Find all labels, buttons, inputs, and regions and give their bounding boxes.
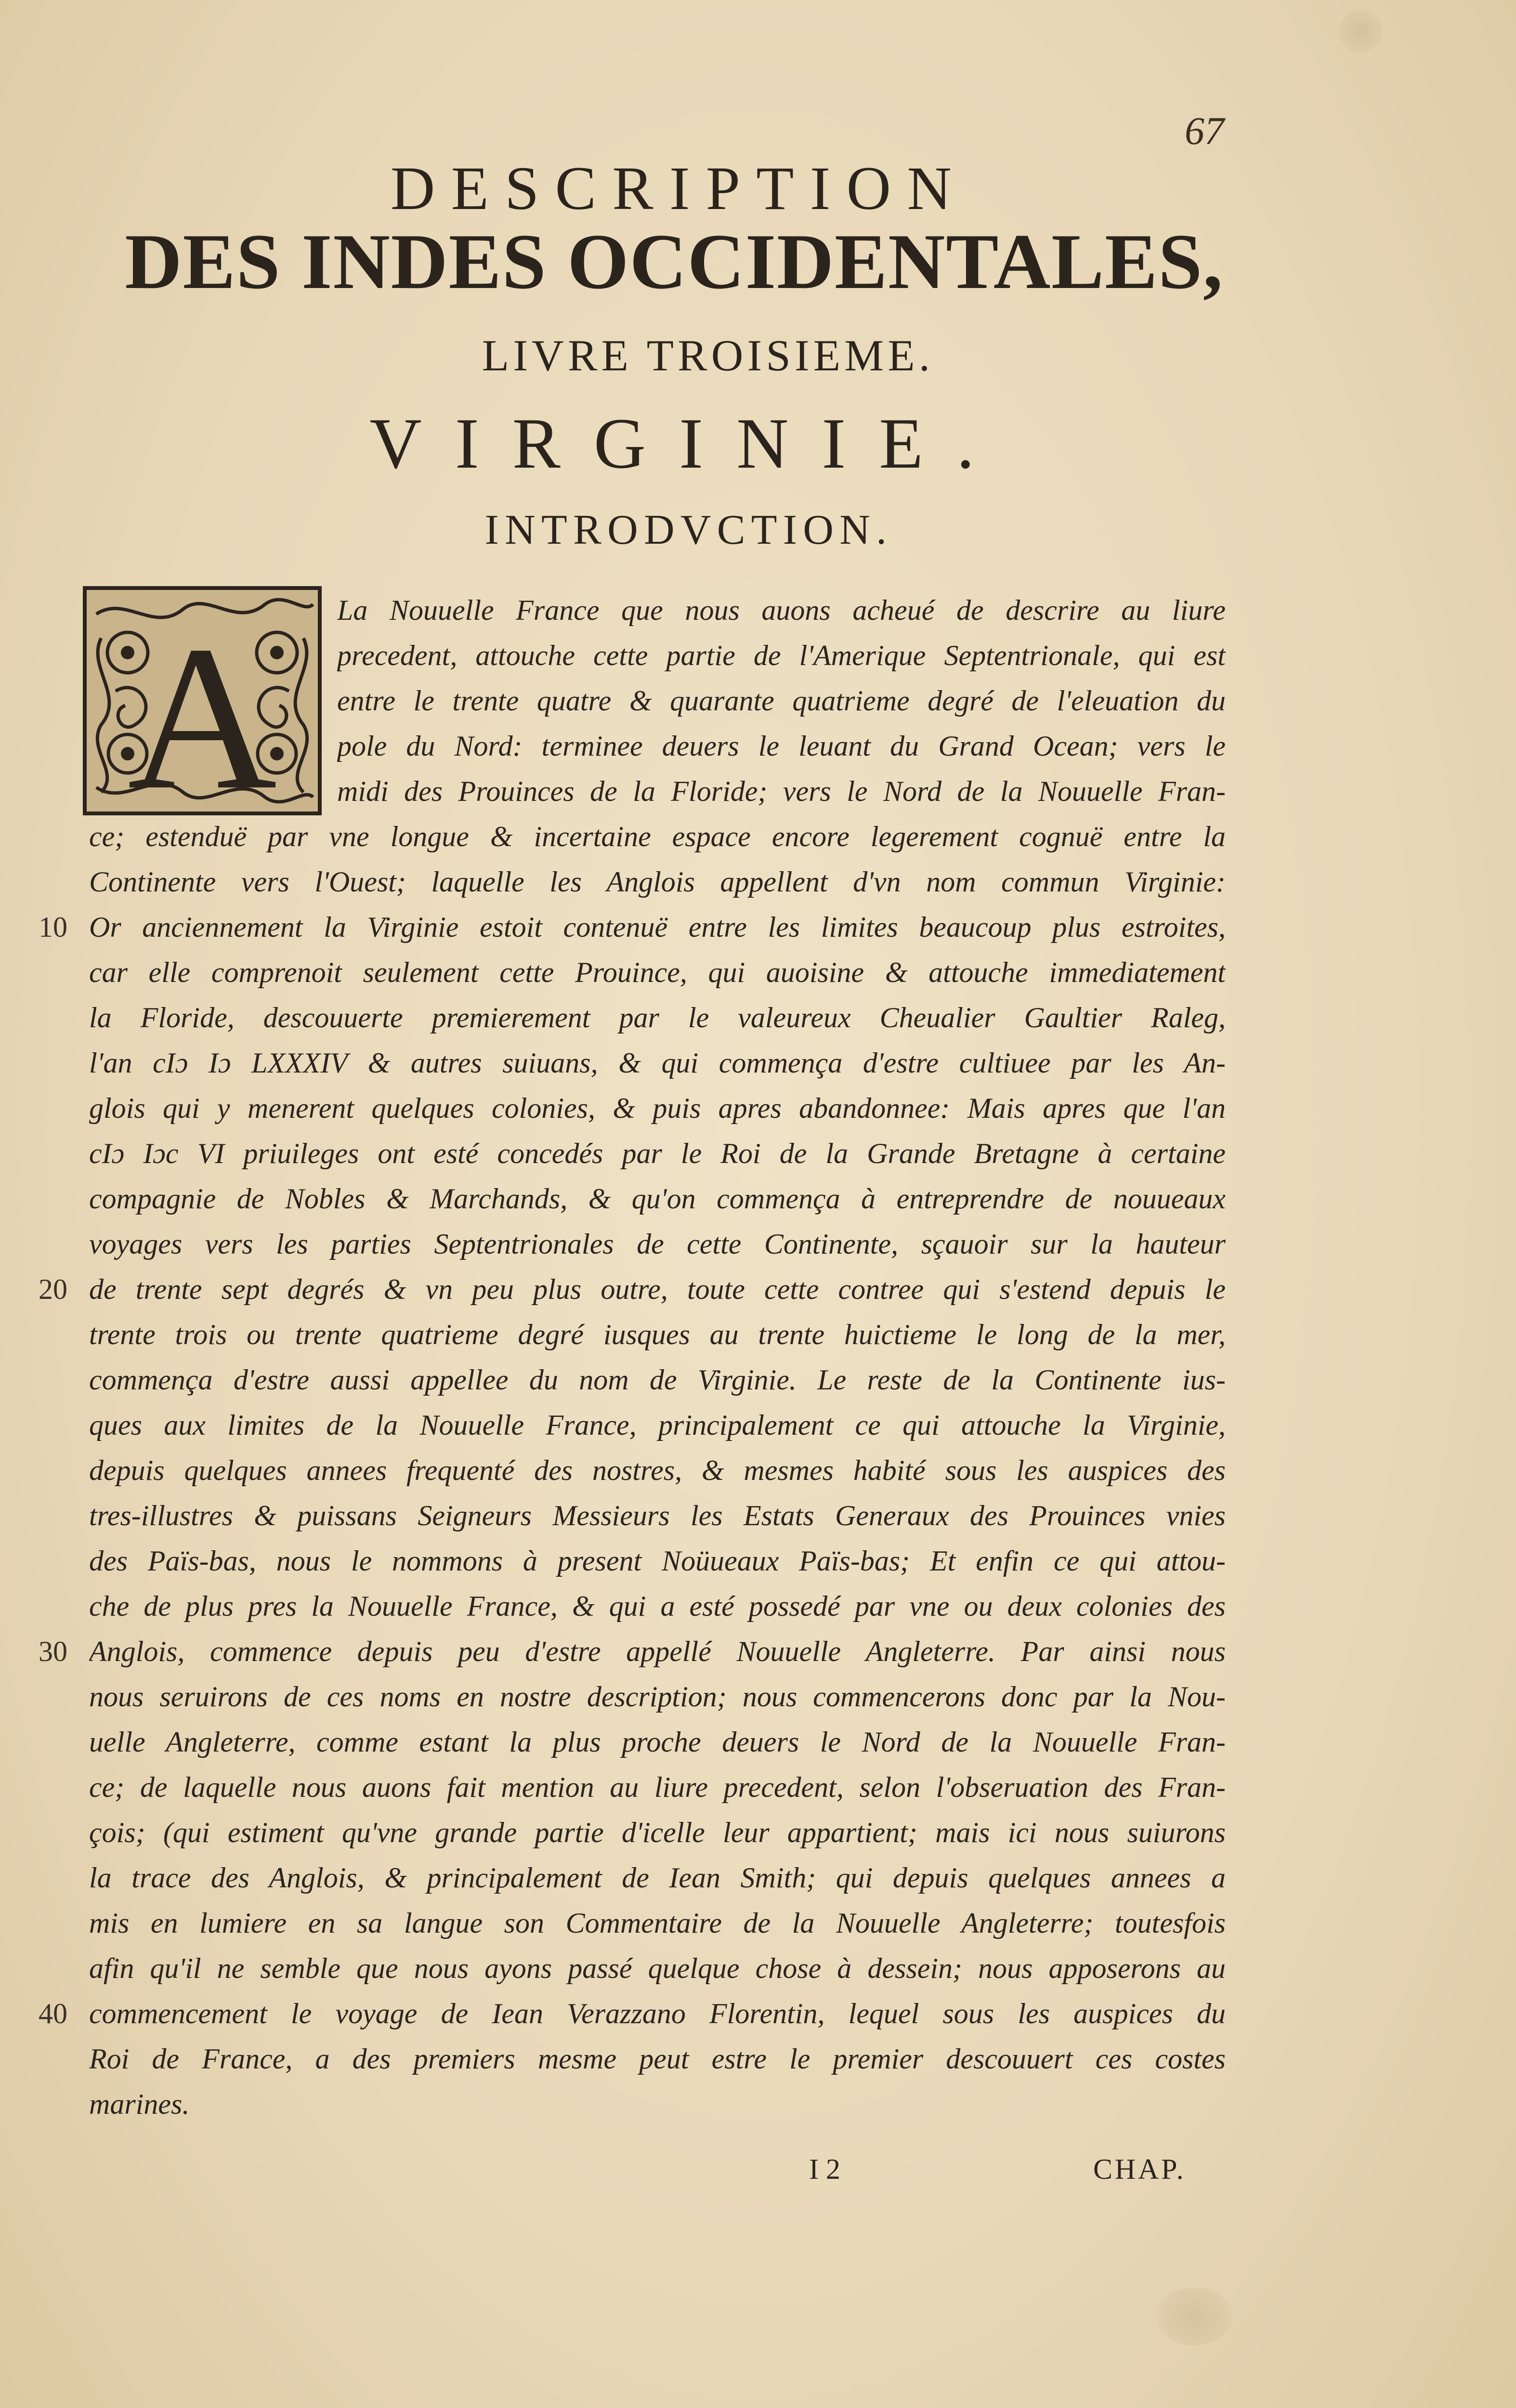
text-line: Or anciennement la Virginie estoit contenuë entre les limites beaucoup plus estroites,	[89, 911, 1226, 943]
heading-virginie: VIRGINIE.	[369, 404, 1008, 484]
line-number: 40	[39, 1998, 67, 2029]
drop-cap-ornament	[82, 585, 323, 816]
text-line: nous seruirons de ces noms en nostre description; nous commencerons donc par la Nou-	[89, 1681, 1226, 1713]
text-line: Anglois, commence depuis peu d'estre appellé Nouuelle Angleterre. Par ainsi nous	[89, 1636, 1226, 1667]
line-number: 20	[39, 1273, 67, 1305]
text-line: voyages vers les parties Septentrionales de cette Continente, sçauoir sur la hauteur	[89, 1228, 1226, 1260]
text-line: çois; (qui estiment qu'vne grande partie d'icelle leur appartient; mais ici nous suiurons	[89, 1817, 1226, 1848]
text-line: Continente vers l'Ouest; laquelle les Anglois appellent d'vn nom commun Virginie:	[89, 866, 1226, 898]
heading-introduction: INTRODVCTION.	[484, 507, 893, 553]
text-line: commença d'estre aussi appellee du nom de Virginie. Le reste de la Continente ius-	[89, 1364, 1226, 1396]
text-line: ce; de laquelle nous auons fait mention au liure precedent, selon l'obseruation des Fran-	[89, 1771, 1226, 1803]
text-line: l'an cIɔ Iɔ LXXXIV & autres suiuans, & qui commença d'estre cultiuee par les An-	[89, 1047, 1226, 1079]
text-line: trente trois ou trente quatrieme degré iusques au trente huictieme le long de la mer,	[89, 1319, 1226, 1350]
text-line: entre le trente quatre & quarante quatrieme degré de l'eleuation du	[337, 685, 1226, 717]
text-line: car elle comprenoit seulement cette Prouince, qui auoisine & attouche immediatement	[89, 956, 1226, 988]
signature-mark: I 2	[809, 2153, 840, 2185]
text-line: glois qui y menerent quelques colonies, & puis apres abandonnee: Mais apres que l'an	[89, 1092, 1226, 1124]
paper-stain	[1339, 10, 1382, 53]
text-line: la Floride, descouuerte premierement par le valeureux Cheualier Gaultier Raleg,	[89, 1002, 1226, 1034]
text-line: midi des Prouinces de la Floride; vers le Nord de la Nouuelle Fran-	[337, 775, 1226, 807]
catchword: CHAP.	[1093, 2153, 1186, 2185]
page-number: 67	[1185, 109, 1224, 153]
text-line: afin qu'il ne semble que nous ayons passé quelque chose à dessein; nous apposerons au	[89, 1952, 1226, 1984]
heading-des-indes: DES INDES OCCIDENTALES,	[125, 218, 1224, 305]
text-line: ce; estenduë par vne longue & incertaine espace encore legerement cognuë entre la	[89, 821, 1226, 852]
text-line: Roi de France, a des premiers mesme peut estre le premier descouuert ces costes	[89, 2043, 1226, 2075]
text-line: la trace des Anglois, & principalement de Iean Smith; qui depuis quelques annees a	[89, 1862, 1226, 1894]
text-line: mis en lumiere en sa langue son Commentaire de la Nouuelle Angleterre; toutesfois	[89, 1907, 1226, 1939]
heading-livre: LIVRE TROISIEME.	[482, 331, 934, 380]
text-line: compagnie de Nobles & Marchands, & qu'on commença à entreprendre de nouueaux	[89, 1183, 1226, 1215]
text-line: de trente sept degrés & vn peu plus outre, toute cette contree qui s'estend depuis le	[89, 1273, 1226, 1305]
heading-description: DESCRIPTION	[390, 154, 968, 222]
text-line: La Nouuelle France que nous auons acheué de descrire au liure	[337, 594, 1226, 626]
drop-cap-letter: A	[127, 603, 277, 816]
text-line: precedent, attouche cette partie de l'Amerique Septentrionale, qui est	[337, 640, 1226, 671]
text-line: cIɔ Iɔc VI priuileges ont esté concedés par le Roi de la Grande Bretagne à certaine	[89, 1138, 1226, 1169]
paper-stain	[1156, 2288, 1233, 2345]
line-number: 10	[39, 911, 67, 943]
line-number: 30	[39, 1636, 67, 1667]
text-line: des Païs-bas, nous le nommons à present Noüueaux Païs-bas; Et enfin ce qui attou-	[89, 1545, 1226, 1577]
text-line: tres-illustres & puissans Seigneurs Messieurs les Estats Generaux des Prouinces vnies	[89, 1500, 1226, 1531]
text-line: ques aux limites de la Nouuelle France, principalement ce qui attouche la Virginie,	[89, 1409, 1226, 1441]
text-line: uelle Angleterre, comme estant la plus proche deuers le Nord de la Nouuelle Fran-	[89, 1726, 1226, 1758]
text-line: depuis quelques annees frequenté des nostres, & mesmes habité sous les auspices des	[89, 1454, 1226, 1486]
text-line: che de plus pres la Nouuelle France, & qui a esté possedé par vne ou deux colonies des	[89, 1590, 1226, 1622]
text-line: marines.	[89, 2088, 190, 2120]
text-line: commencement le voyage de Iean Verazzano Florentin, lequel sous les auspices du	[89, 1998, 1226, 2029]
text-line: pole du Nord: terminee deuers le leuant du Grand Ocean; vers le	[337, 730, 1226, 762]
